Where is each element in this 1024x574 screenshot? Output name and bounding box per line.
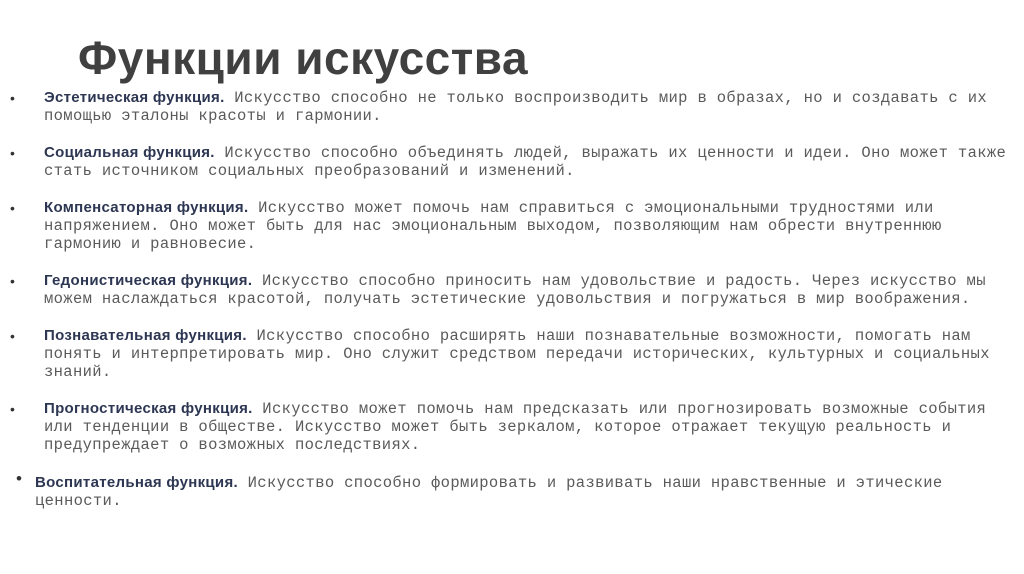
- function-description: Искусство способно расширять наши познавательные возможности, помогать нам понять и интерпретировать мир. Оно служит средством передачи исторических, культурных и социальных знаний.: [44, 327, 990, 381]
- list-item-text: [44, 272, 1016, 308]
- function-description: Искусство способно объединять людей, выражать их ценности и идеи. Оно может также стать источником социальных преобразований и изменений.: [44, 144, 1007, 180]
- bullet-icon: •: [10, 328, 15, 344]
- list-item-text: [44, 144, 1016, 180]
- bullet-icon: •: [10, 273, 15, 289]
- list-item-compensatory: [0, 199, 1024, 253]
- list-item-hedonistic: [0, 272, 1024, 308]
- bullet-icon: •: [10, 401, 15, 417]
- list-item-text: [44, 199, 1016, 253]
- function-description: Искусство может помочь нам справиться с эмоциональными трудностями или напряжением. Оно может быть для нас эмоциональным выходом, позволяющим нам обрести внутреннюю гармонию и равновесие.: [44, 199, 942, 253]
- list-item-text: [44, 400, 1016, 454]
- list-item-social: [0, 144, 1024, 180]
- list-item-educational: [0, 469, 1024, 510]
- list-item-prognostic: [0, 400, 1024, 454]
- function-term: Познавательная функция.: [44, 327, 247, 344]
- slide-title: Функции искусства: [78, 32, 529, 84]
- bullet-icon: •: [10, 200, 15, 216]
- function-term: Социальная функция.: [44, 144, 215, 161]
- list-item-text: [44, 89, 1016, 125]
- function-term: Компенсаторная функция.: [44, 199, 249, 216]
- list-item-text: [44, 327, 1016, 381]
- function-term: Прогностическая функция.: [44, 400, 253, 417]
- bullet-icon: •: [16, 469, 22, 488]
- function-term: Гедонистическая функция.: [44, 272, 253, 289]
- bullet-icon: •: [10, 145, 15, 161]
- function-description: Искусство способно не только воспроизводить мир в образах, но и создавать с их помощью эталоны красоты и гармонии.: [44, 89, 988, 125]
- function-description: Искусство способно приносить нам удовольствие и радость. Через искусство мы можем наслаждаться красотой, получать эстетические удовольствия и погружаться в мир воображения.: [44, 272, 986, 308]
- function-description: Искусство способно формировать и развивать наши нравственные и этические ценности.: [35, 474, 943, 510]
- function-list: [0, 89, 1024, 529]
- function-term: Воспитательная функция.: [35, 474, 238, 491]
- function-description: Искусство может помочь нам предсказать или прогнозировать возможные события или тенденции в обществе. Искусство может быть зеркалом, которое отражает текущую реальность и предупреждает о возможных последствиях.: [44, 400, 987, 454]
- function-term: Эстетическая функция.: [44, 89, 225, 106]
- bullet-icon: •: [10, 90, 15, 106]
- list-item-text: [35, 474, 1007, 510]
- list-item-aesthetic: [0, 89, 1024, 125]
- list-item-cognitive: [0, 327, 1024, 381]
